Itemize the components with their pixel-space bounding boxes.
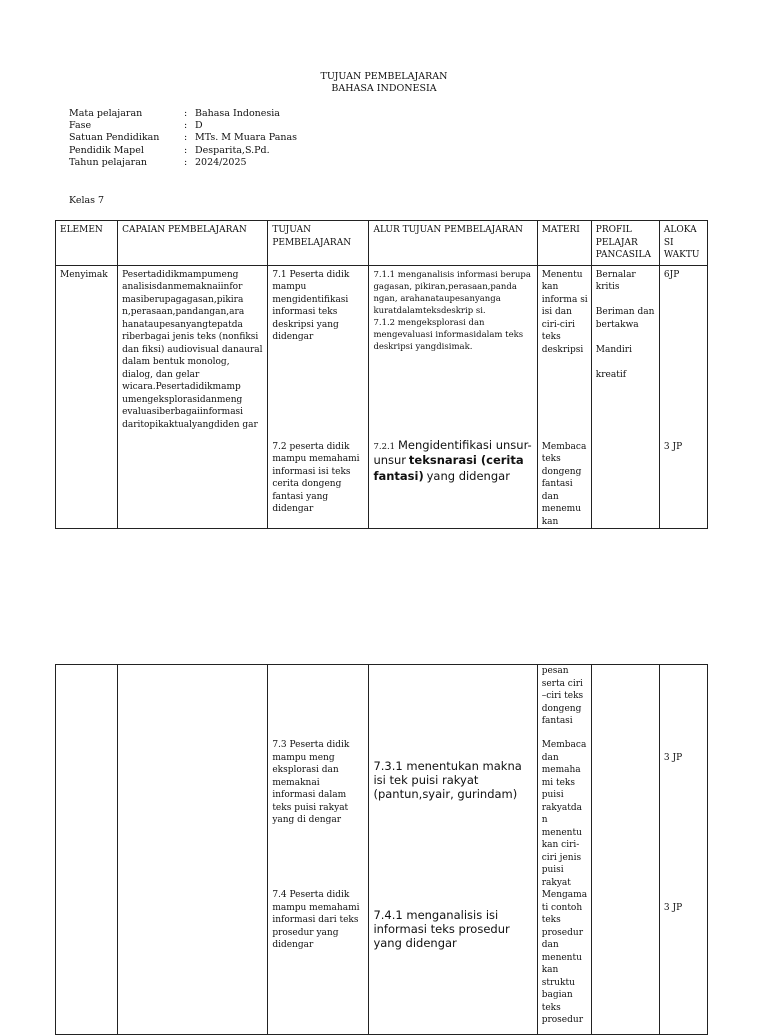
- header-tujuan: TUJUAN PEMBELAJARAN: [268, 221, 369, 266]
- document-title: TUJUAN PEMBELAJARAN: [320, 71, 448, 82]
- header-profil: PROFIL PELAJAR PANCASILA: [591, 221, 659, 266]
- info-value: MTs. M Muara Panas: [195, 132, 298, 143]
- cell-materi: [537, 265, 591, 528]
- alokasi-7-3: 3 JP: [663, 753, 683, 763]
- info-colon: :: [184, 108, 188, 119]
- cell-profil: [591, 665, 659, 1035]
- cell-alur: [369, 665, 537, 1035]
- info-colon: :: [184, 145, 188, 156]
- header-alur: ALUR TUJUAN PEMBELAJARAN: [369, 221, 537, 266]
- alur-7-2-bold: teksnarasi (cerita fantasi): [373, 453, 524, 483]
- tujuan-7-3: 7.3 Peserta didik mampu meng eksplorasi dan memaknai informasi dalam teks puisi rakyat yang di dengar: [272, 740, 350, 825]
- cell-alokasi: [659, 665, 707, 1035]
- info-colon: :: [184, 132, 188, 143]
- learning-objectives-table-continued: [55, 664, 708, 1035]
- info-value: 2024/2025: [195, 157, 247, 168]
- info-value: Bahasa Indonesia: [195, 108, 280, 119]
- materi-7-2: Membaca teks dongeng fantasi dan menemu kan: [541, 441, 587, 527]
- cell-elemen: [56, 665, 118, 1035]
- info-label: Pendidik Mapel: [69, 145, 144, 156]
- cell-capaian: Pesertadidikmampumeng analisisdanmemaknaiinfor masiberupagagasan,pikira n,perasaan,pandangan,ara hanataupesanyangtepatda riberbagai jenis teks (nonfiksi dan fiksi) audiovisual danaural dalam bentuk monolog, dialog, dan gelar wicara.Pesertadidikmamp umengeksplorasidanmeng evaluasiberbagaiinformasi daritopikaktualyangdiden gar: [118, 265, 268, 528]
- info-colon: :: [184, 157, 188, 168]
- table-row: [56, 265, 708, 528]
- alokasi-7-4: 3 JP: [663, 903, 683, 913]
- alur-7-1: 7.1.1 menganalisis informasi berupa gagasan, pikiran,perasaan,panda ngan, arahanataupesanyanga kuratdalamteksdeskrip si. 7.1.2 mengeksplorasi dan mengevaluasi informasidalam teks deskripsi yangdisimak.: [373, 269, 531, 352]
- header-elemen: ELEMEN: [56, 221, 118, 266]
- info-value: Desparita,S.Pd.: [195, 145, 270, 156]
- alur-7-2: [373, 438, 533, 485]
- alokasi-7-1: 6JP: [663, 269, 680, 280]
- alur-7-3: 7.3.1 menentukan makna isi tek puisi rakyat (pantun,syair, gurindam): [373, 759, 522, 801]
- info-colon: :: [184, 120, 188, 131]
- learning-objectives-table: [55, 220, 708, 529]
- cell-alokasi: [659, 265, 707, 528]
- document-subtitle: BAHASA INDONESIA: [331, 83, 437, 94]
- materi-7-3: Membaca dan memaha mi teks puisi rakyatda n menentu kan ciri-ciri jenis puisi rakyat: [541, 740, 587, 888]
- alur-7-4: 7.4.1 menganalisis isi informasi teks prosedur yang didengar: [373, 908, 510, 950]
- alur-7-2-text-a: Mengidentifikasi unsur-unsur: [373, 437, 532, 467]
- materi-7-1: Menentu kan informa si isi dan ciri-ciri teks deskripsi: [541, 269, 588, 355]
- cell-materi: [537, 665, 591, 1035]
- alur-7-2-number: 7.2.1: [373, 441, 396, 452]
- info-value: D: [195, 120, 203, 131]
- info-label: Satuan Pendidikan: [69, 132, 160, 143]
- header-alokasi: ALOKA SI WAKTU: [659, 221, 707, 266]
- cell-elemen: Menyimak: [56, 265, 118, 528]
- cell-profil: Bernalar kritis Beriman dan bertakwa Mandiri kreatif: [591, 265, 659, 528]
- materi-7-4: Mengama ti contoh teks prosedur dan menentu kan struktu bagian teks prosedur: [541, 890, 588, 1025]
- class-label: Kelas 7: [69, 195, 105, 206]
- cell-tujuan: [268, 665, 369, 1035]
- info-label: Tahun pelajaran: [69, 157, 147, 168]
- tujuan-7-1: 7.1 Peserta didik mampu mengidentifikasi informasi teks deskripsi yang didengar: [272, 269, 350, 342]
- table-row: [56, 665, 708, 1035]
- cell-alur: [369, 265, 537, 528]
- info-label: Fase: [69, 120, 92, 131]
- cell-tujuan: [268, 265, 369, 528]
- info-label: Mata pelajaran: [69, 108, 143, 119]
- header-capaian: CAPAIAN PEMBELAJARAN: [118, 221, 268, 266]
- materi-7-2-continued: pesan serta ciri –ciri teks dongeng fantasi: [541, 666, 584, 726]
- tujuan-7-4: 7.4 Peserta didik mampu memahami informasi dari teks prosedur yang didengar: [272, 890, 360, 950]
- table-header-row: [56, 221, 708, 266]
- tujuan-7-2: 7.2 peserta didik mampu memahami informasi isi teks cerita dongeng fantasi yang didengar: [272, 441, 360, 514]
- cell-capaian: [118, 665, 268, 1035]
- alur-7-2-text-b: yang didengar: [426, 468, 510, 483]
- alokasi-7-2: 3 JP: [663, 441, 683, 452]
- header-materi: MATERI: [537, 221, 591, 266]
